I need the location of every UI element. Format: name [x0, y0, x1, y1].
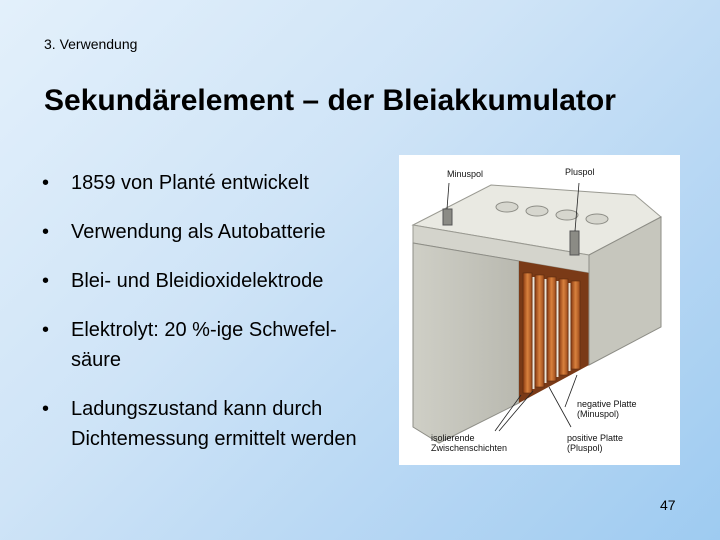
bullet-item: • Verwendung als Autobatterie — [42, 217, 392, 247]
battery-cutaway-illustration — [399, 155, 680, 465]
pluspol-label: Pluspol — [565, 167, 595, 177]
bullet-item: • Blei- und Bleidioxidelektrode — [42, 266, 392, 296]
bullet-list — [42, 168, 392, 473]
page-number: 47 — [660, 497, 676, 513]
section-label: 3. Verwendung — [44, 36, 138, 52]
bullet-item: • Ladungszustand kann durch Dichtemessung ermittelt werden — [42, 394, 392, 454]
separator-sublabel: Zwischenschichten — [431, 443, 508, 453]
positive-plate-sublabel: (Pluspol) — [567, 443, 603, 453]
minuspol-label: Minuspol — [447, 169, 484, 179]
negative-plate-sublabel: (Minuspol) — [577, 409, 620, 419]
battery-figure — [399, 155, 680, 465]
bullet-item: • Elektrolyt: 20 %-ige Schwefel- säure — [42, 315, 392, 375]
positive-plate-label: positive Platte — [567, 433, 624, 443]
slide-title: Sekundärelement – der Bleiakkumulator — [44, 84, 616, 117]
bullet-item: • 1859 von Planté entwickelt — [42, 168, 392, 198]
separator-label: isolierende — [431, 433, 475, 443]
negative-plate-label: negative Platte — [577, 399, 637, 409]
